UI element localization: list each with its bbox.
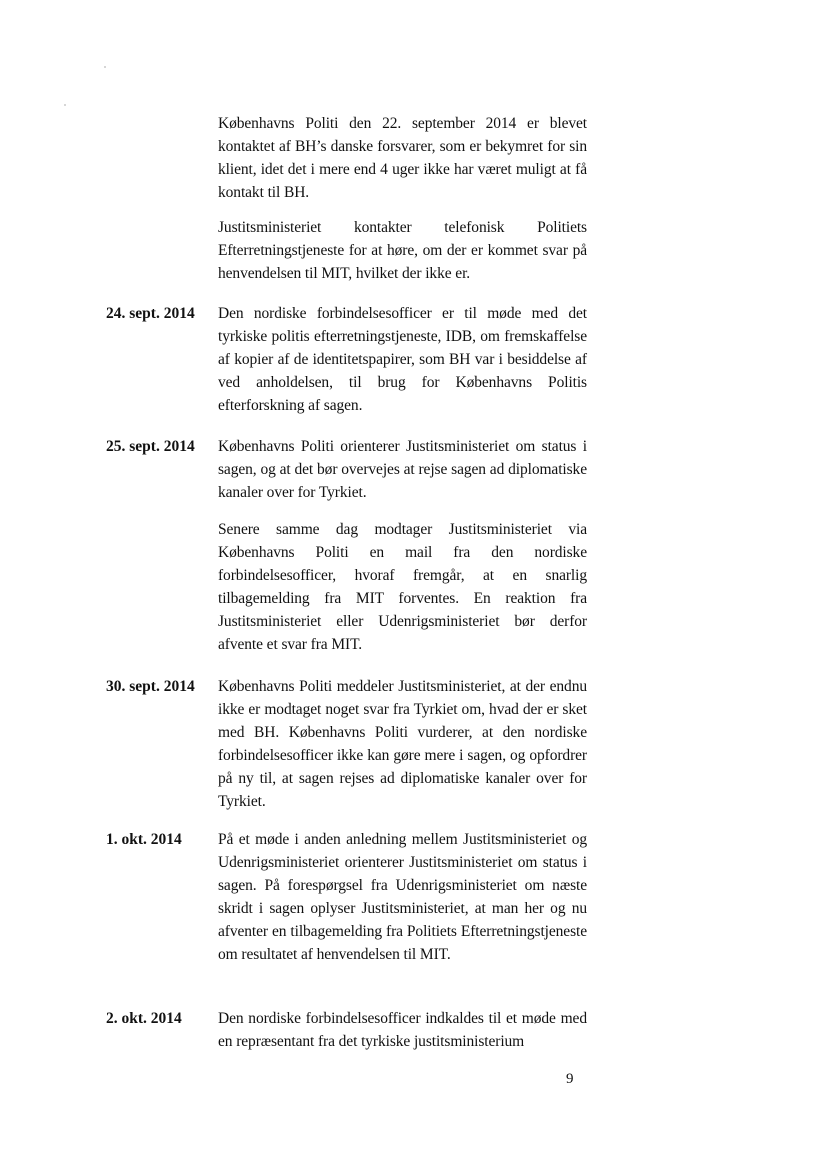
entry-date: 25. sept. 2014	[106, 438, 195, 455]
entry-paragraph: Justitsministeriet kontakter telefonisk Politiets Efterretningstjeneste for at høre, om der er kommet svar på henvendelsen til MIT, hvilket der ikke er.	[218, 219, 587, 283]
entry-date: 30. sept. 2014	[106, 678, 195, 695]
entry-paragraph: Den nordiske forbindelsesofficer indkaldes til et møde med en repræsentant fra det tyrkiske justitsministerium	[218, 1010, 587, 1051]
entry-paragraph: Københavns Politi orienterer Justitsministeriet om status i sagen, og at det bør overvejes at rejse sagen ad diplomatiske kanaler over for Tyrkiet.	[218, 438, 587, 502]
entry-paragraph: Den nordiske forbindelsesofficer er til møde med det tyrkiske politis efterretningstjeneste, IDB, om fremskaffelse af kopier af de identitetspapirer, som BH var i besiddelse af ved anholdelsen, til brug for Københavns Politis efterforskning af sagen.	[218, 305, 587, 415]
entry-paragraph: På et møde i anden anledning mellem Justitsministeriet og Udenrigsministeriet orienterer Justitsministeriet om status i sagen. På forespørgsel fra Udenrigsministeriet om næste skridt i sagen oplyser Justitsministeriet, at man her og nu afventer en tilbagemelding fra Politiets Efterretningstjeneste om resultatet af henvendelsen til MIT.	[218, 831, 587, 964]
entry-paragraph: Københavns Politi den 22. september 2014 er blevet kontaktet af BH’s danske forsvarer, som er bekymret for sin klient, idet det i mere end 4 uger ikke har været muligt at få kontakt til BH.	[218, 115, 587, 202]
scan-speck	[104, 66, 106, 68]
entry-date: 24. sept. 2014	[106, 305, 195, 322]
entry-date: 1. okt. 2014	[106, 831, 182, 848]
page-number: 9	[566, 1071, 574, 1087]
entry-paragraph: Københavns Politi meddeler Justitsministeriet, at der endnu ikke er modtaget noget svar fra Tyrkiet om, hvad der er sket med BH. Københavns Politi vurderer, at den nordiske forbindelsesofficer ikke kan gøre mere i sagen, og opfordrer på ny til, at sagen rejses ad diplomatiske kanaler over for Tyrkiet.	[218, 678, 587, 811]
entry-paragraph: Senere samme dag modtager Justitsministeriet via Københavns Politi en mail fra den nordiske forbindelsesofficer, hvoraf fremgår, at en snarlig tilbagemelding fra MIT forventes. En reaktion fra Justitsministeriet eller Udenrigsministeriet bør derfor afvente et svar fra MIT.	[218, 521, 587, 654]
entry-date: 2. okt. 2014	[106, 1010, 182, 1027]
scan-speck	[64, 104, 66, 106]
